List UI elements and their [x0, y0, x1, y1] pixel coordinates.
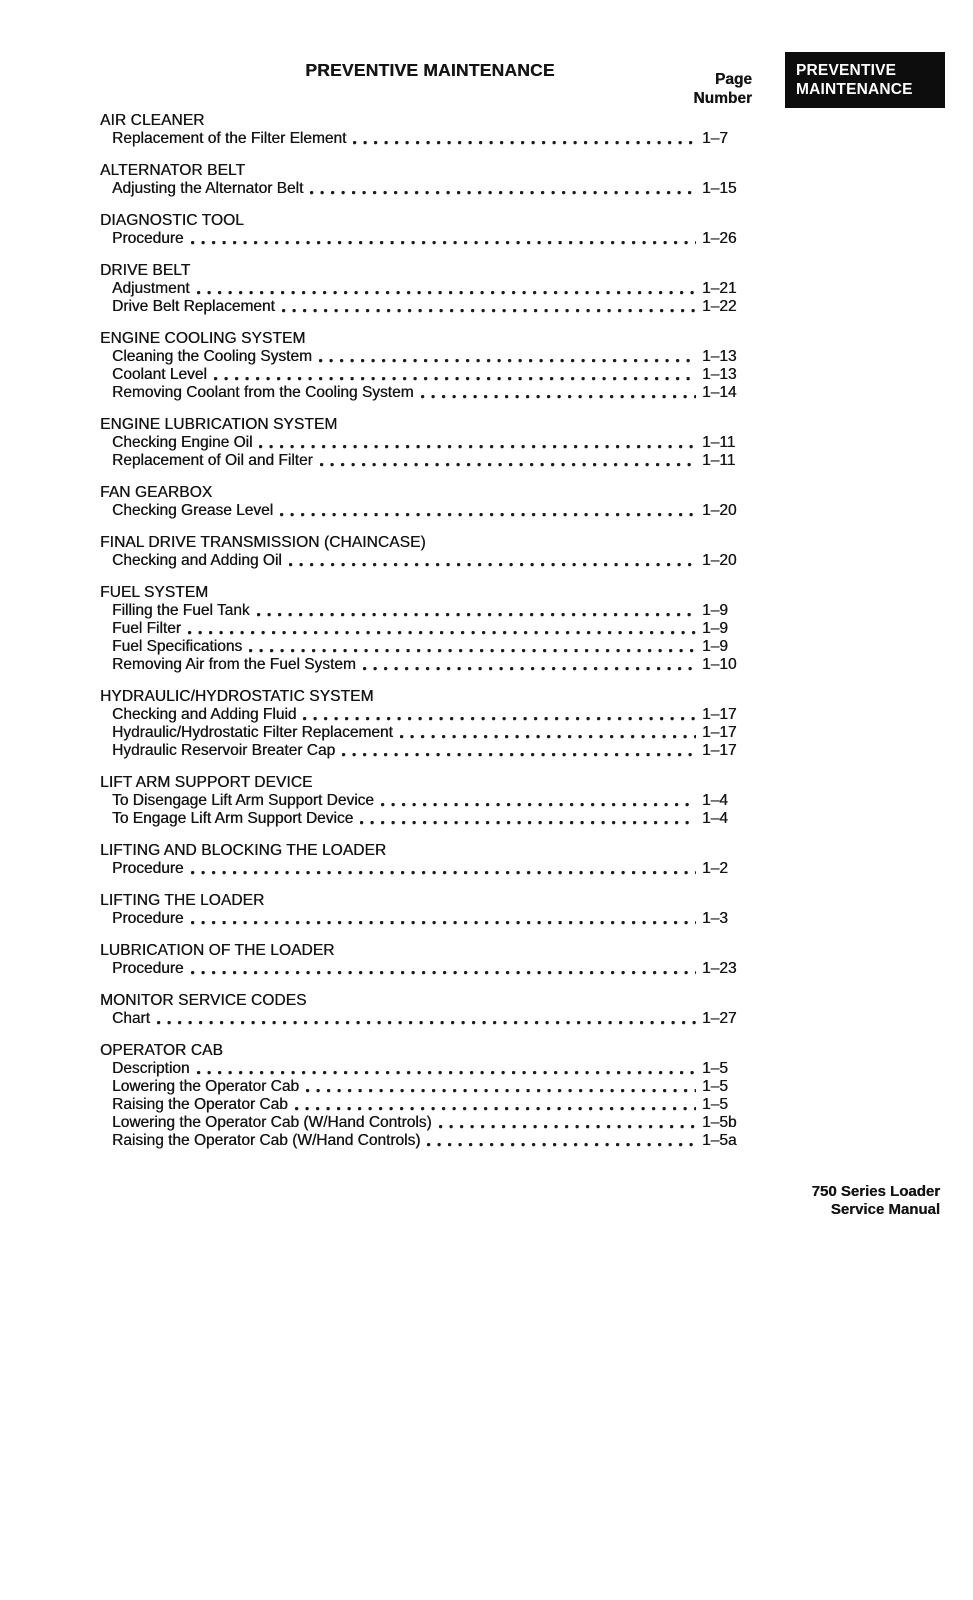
- dot-leader: [400, 735, 696, 740]
- dot-leader: [342, 753, 696, 758]
- toc-entry-page: 1–20: [702, 502, 737, 519]
- toc-entry-label: Raising the Operator Cab: [112, 1096, 288, 1113]
- dot-leader: [188, 631, 696, 636]
- page-number-column-header: [693, 70, 752, 108]
- toc-entry-page: 1–11: [702, 434, 736, 451]
- toc-entry: [112, 180, 760, 198]
- table-of-contents: [100, 112, 760, 1164]
- toc-entry-label: Checking Engine Oil: [112, 434, 253, 451]
- toc-entry-page: 1–4: [702, 792, 728, 809]
- footer-line2: Service Manual: [830, 1200, 940, 1218]
- page-number-header-line2: Number: [693, 90, 752, 107]
- toc-entry: [112, 452, 760, 470]
- toc-entry: [112, 384, 760, 402]
- toc-entry-label: Removing Air from the Fuel System: [112, 656, 356, 673]
- toc-entry-label: Lowering the Operator Cab: [112, 1078, 299, 1095]
- section-heading: DIAGNOSTIC TOOL: [100, 212, 244, 229]
- toc-entry-page: 1–5: [702, 1096, 728, 1113]
- dot-leader: [320, 463, 696, 468]
- dot-leader: [214, 377, 696, 382]
- dot-leader: [289, 563, 696, 568]
- toc-entry-page: 1–17: [702, 724, 737, 741]
- toc-entry: [112, 230, 760, 248]
- toc-entry: [112, 1132, 760, 1150]
- toc-section: [100, 330, 760, 402]
- toc-entry: [112, 502, 760, 520]
- toc-section: [100, 262, 760, 316]
- toc-section: [100, 1042, 760, 1150]
- toc-entry-page: 1–9: [702, 602, 728, 619]
- toc-section: [100, 992, 760, 1028]
- dot-leader: [306, 1089, 696, 1094]
- toc-entry: [112, 960, 760, 978]
- toc-entry-label: Drive Belt Replacement: [112, 298, 275, 315]
- dot-leader: [421, 395, 696, 400]
- section-heading: AIR CLEANER: [100, 112, 205, 129]
- toc-entry-page: 1–11: [702, 452, 736, 469]
- toc-section: [100, 112, 760, 148]
- toc-entry-label: Procedure: [112, 910, 184, 927]
- toc-entry: [112, 724, 760, 742]
- toc-entry-page: 1–5: [702, 1060, 728, 1077]
- toc-entry: [112, 1096, 760, 1114]
- dot-leader: [360, 821, 696, 826]
- dot-leader: [157, 1021, 696, 1026]
- dot-leader: [191, 241, 696, 246]
- section-heading: LIFTING AND BLOCKING THE LOADER: [100, 842, 387, 859]
- toc-entry: [112, 656, 760, 674]
- toc-entry: [112, 860, 760, 878]
- toc-section: [100, 842, 760, 878]
- toc-entry-page: 1–21: [702, 280, 737, 297]
- dot-leader: [439, 1125, 696, 1130]
- dot-leader: [282, 309, 696, 314]
- toc-section: [100, 942, 760, 978]
- toc-entry-label: Hydraulic/Hydrostatic Filter Replacement: [112, 724, 393, 741]
- toc-entry: [112, 366, 760, 384]
- toc-entry: [112, 1010, 760, 1028]
- toc-entry-label: Fuel Filter: [112, 620, 181, 637]
- toc-entry-label: To Disengage Lift Arm Support Device: [112, 792, 374, 809]
- footer: [812, 1183, 940, 1218]
- toc-entry-page: 1–15: [702, 180, 737, 197]
- toc-section: [100, 688, 760, 760]
- dot-leader: [303, 717, 696, 722]
- dot-leader: [310, 191, 696, 196]
- toc-section: [100, 162, 760, 198]
- toc-entry: [112, 348, 760, 366]
- toc-entry-label: Procedure: [112, 860, 184, 877]
- toc-entry: [112, 1060, 760, 1078]
- toc-entry-label: Checking and Adding Fluid: [112, 706, 297, 723]
- toc-entry-label: Replacement of the Filter Element: [112, 130, 347, 147]
- section-heading: FINAL DRIVE TRANSMISSION (CHAINCASE): [100, 534, 426, 551]
- section-heading: LIFT ARM SUPPORT DEVICE: [100, 774, 313, 791]
- toc-section: [100, 584, 760, 674]
- toc-section: [100, 892, 760, 928]
- dot-leader: [257, 613, 696, 618]
- toc-entry: [112, 620, 760, 638]
- dot-leader: [191, 971, 696, 976]
- toc-entry-page: 1–20: [702, 552, 737, 569]
- toc-entry-page: 1–5: [702, 1078, 728, 1095]
- toc-entry-label: Coolant Level: [112, 366, 207, 383]
- toc-section: [100, 774, 760, 828]
- toc-entry-page: 1–2: [702, 860, 728, 877]
- toc-entry-page: 1–5a: [702, 1132, 737, 1149]
- toc-section: [100, 212, 760, 248]
- section-heading: HYDRAULIC/HYDROSTATIC SYSTEM: [100, 688, 374, 705]
- dot-leader: [259, 445, 696, 450]
- toc-entry: [112, 910, 760, 928]
- dot-leader: [197, 1071, 696, 1076]
- toc-entry-page: 1–5b: [702, 1114, 737, 1131]
- dot-leader: [427, 1143, 696, 1148]
- section-heading: ENGINE COOLING SYSTEM: [100, 330, 306, 347]
- toc-entry: [112, 298, 760, 316]
- section-heading: LUBRICATION OF THE LOADER: [100, 942, 335, 959]
- toc-entry-label: Replacement of Oil and Filter: [112, 452, 313, 469]
- toc-entry-page: 1–22: [702, 298, 737, 315]
- toc-entry-page: 1–23: [702, 960, 737, 977]
- toc-entry-page: 1–10: [702, 656, 737, 673]
- dot-leader: [249, 649, 696, 654]
- toc-entry-page: 1–27: [702, 1010, 737, 1027]
- toc-entry-label: Description: [112, 1060, 190, 1077]
- dot-leader: [353, 141, 696, 146]
- corner-tab: [785, 52, 945, 108]
- toc-entry-page: 1–17: [702, 742, 737, 759]
- toc-entry: [112, 552, 760, 570]
- dot-leader: [381, 803, 696, 808]
- section-heading: FUEL SYSTEM: [100, 584, 209, 601]
- toc-entry: [112, 792, 760, 810]
- footer-line1: 750 Series Loader: [811, 1183, 940, 1200]
- toc-entry-label: Checking Grease Level: [112, 502, 274, 519]
- toc-entry-page: 1–9: [702, 620, 728, 637]
- dot-leader: [295, 1107, 696, 1112]
- toc-entry-label: Procedure: [112, 230, 184, 247]
- dot-leader: [363, 667, 696, 672]
- toc-entry-page: 1–17: [702, 706, 737, 723]
- toc-entry: [112, 602, 760, 620]
- toc-entry-label: Filling the Fuel Tank: [112, 602, 250, 619]
- toc-entry-page: 1–9: [702, 638, 728, 655]
- dot-leader: [191, 871, 696, 876]
- toc-entry-page: 1–3: [702, 910, 728, 927]
- section-heading: LIFTING THE LOADER: [100, 892, 265, 909]
- toc-entry-label: Hydraulic Reservoir Breater Cap: [112, 742, 336, 759]
- section-heading: MONITOR SERVICE CODES: [100, 992, 307, 1009]
- toc-section: [100, 484, 760, 520]
- toc-entry-label: Adjustment: [112, 280, 190, 297]
- toc-entry-page: 1–13: [702, 366, 737, 383]
- section-heading: ALTERNATOR BELT: [100, 162, 246, 179]
- dot-leader: [319, 359, 696, 364]
- toc-entry-page: 1–13: [702, 348, 737, 365]
- toc-entry: [112, 1078, 760, 1096]
- section-heading: DRIVE BELT: [100, 262, 191, 279]
- toc-entry-page: 1–14: [702, 384, 737, 401]
- toc-entry-label: Fuel Specifications: [112, 638, 243, 655]
- toc-entry-label: Lowering the Operator Cab (W/Hand Controls): [112, 1114, 432, 1131]
- toc-entry: [112, 434, 760, 452]
- corner-tab-line1: PREVENTIVE: [796, 62, 897, 79]
- toc-entry-label: To Engage Lift Arm Support Device: [112, 810, 354, 827]
- toc-entry: [112, 1114, 760, 1132]
- dot-leader: [191, 921, 696, 926]
- page-number-header-line1: Page: [714, 71, 752, 88]
- dot-leader: [280, 513, 696, 518]
- toc-entry-label: Chart: [112, 1010, 150, 1027]
- section-heading: FAN GEARBOX: [100, 484, 213, 501]
- toc-entry-label: Adjusting the Alternator Belt: [112, 180, 304, 197]
- toc-entry-label: Cleaning the Cooling System: [112, 348, 312, 365]
- section-heading: ENGINE LUBRICATION SYSTEM: [100, 416, 338, 433]
- toc-entry: [112, 810, 760, 828]
- page-title: PREVENTIVE MAINTENANCE: [305, 59, 555, 80]
- toc-entry: [112, 638, 760, 656]
- toc-entry-label: Removing Coolant from the Cooling System: [112, 384, 414, 401]
- toc-section: [100, 416, 760, 470]
- dot-leader: [197, 291, 696, 296]
- corner-tab-line2: MAINTENANCE: [796, 81, 913, 98]
- toc-entry: [112, 742, 760, 760]
- toc-entry: [112, 706, 760, 724]
- toc-entry-label: Procedure: [112, 960, 184, 977]
- toc-entry: [112, 130, 760, 148]
- section-heading: OPERATOR CAB: [100, 1042, 223, 1059]
- toc-entry: [112, 280, 760, 298]
- toc-section: [100, 534, 760, 570]
- toc-entry-page: 1–7: [702, 130, 728, 147]
- toc-entry-label: Checking and Adding Oil: [112, 552, 282, 569]
- toc-entry-page: 1–4: [702, 810, 728, 827]
- toc-entry-page: 1–26: [702, 230, 737, 247]
- toc-entry-label: Raising the Operator Cab (W/Hand Controls): [112, 1132, 421, 1149]
